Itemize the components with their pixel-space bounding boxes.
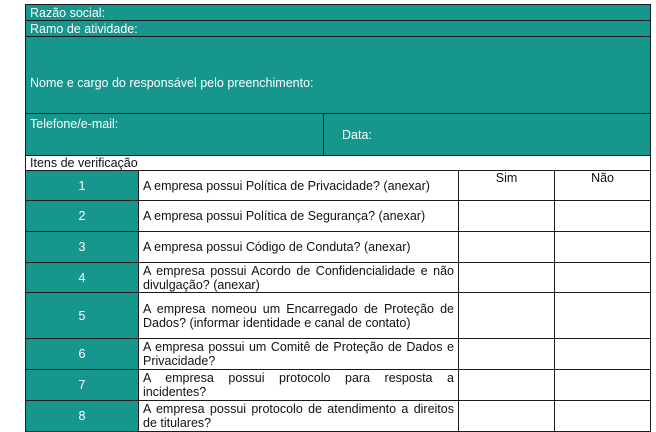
nome-cargo-field[interactable]: Nome e cargo do responsável pelo preenchimento:	[26, 37, 651, 114]
answer-sim-cell[interactable]	[459, 201, 555, 232]
telefone-data-row	[26, 114, 651, 156]
data-field[interactable]: Data:	[324, 114, 651, 156]
nome-cargo-row	[26, 37, 651, 114]
item-question: A empresa possui protocolo para resposta a incidentes?	[139, 370, 459, 401]
item-question: A empresa possui um Comitê de Proteção de Dados e Privacidade?	[139, 339, 459, 370]
answer-nao-cell[interactable]	[555, 263, 651, 293]
answer-sim-cell[interactable]	[459, 370, 555, 401]
item-number: 4	[26, 263, 139, 293]
item-number: 8	[26, 401, 139, 432]
itens-title-row	[26, 156, 651, 171]
answer-nao-header[interactable]: Não	[555, 171, 651, 201]
ramo-atividade-field[interactable]: Ramo de atividade:	[26, 21, 651, 37]
answer-nao-cell[interactable]	[555, 232, 651, 263]
answer-sim-cell[interactable]	[459, 263, 555, 293]
answer-sim-cell[interactable]	[459, 293, 555, 339]
item-number: 2	[26, 201, 139, 232]
itens-title: Itens de verificação	[26, 156, 651, 171]
answer-nao-cell[interactable]	[555, 201, 651, 232]
verification-form	[25, 4, 651, 432]
checklist-row	[26, 171, 651, 201]
razao-social-field[interactable]: Razão social:	[26, 5, 651, 21]
checklist-row	[26, 232, 651, 263]
checklist-row	[26, 201, 651, 232]
ramo-atividade-row	[26, 21, 651, 37]
item-number: 5	[26, 293, 139, 339]
answer-sim-cell[interactable]	[459, 401, 555, 432]
checklist-row	[26, 370, 651, 401]
item-number: 6	[26, 339, 139, 370]
item-question: A empresa possui Política de Privacidade? (anexar)	[139, 171, 459, 201]
item-number: 1	[26, 171, 139, 201]
item-question: A empresa possui Acordo de Confidencialidade e não divulgação? (anexar)	[139, 263, 459, 293]
item-number: 7	[26, 370, 139, 401]
answer-nao-cell[interactable]	[555, 401, 651, 432]
checklist-row	[26, 293, 651, 339]
item-number: 3	[26, 232, 139, 263]
item-question: A empresa possui protocolo de atendimento a direitos de titulares?	[139, 401, 459, 432]
answer-nao-cell[interactable]	[555, 370, 651, 401]
answer-sim-cell[interactable]	[459, 232, 555, 263]
answer-nao-cell[interactable]	[555, 293, 651, 339]
answer-nao-cell[interactable]	[555, 339, 651, 370]
checklist-row	[26, 401, 651, 432]
telefone-email-field[interactable]: Telefone/e-mail:	[26, 114, 324, 156]
item-question: A empresa nomeou um Encarregado de Proteção de Dados? (informar identidade e canal de contato)	[139, 293, 459, 339]
item-question: A empresa possui Código de Conduta? (anexar)	[139, 232, 459, 263]
answer-sim-cell[interactable]	[459, 339, 555, 370]
checklist-row	[26, 263, 651, 293]
razao-social-row	[26, 5, 651, 21]
checklist-row	[26, 339, 651, 370]
answer-sim-header[interactable]: Sim	[459, 171, 555, 201]
item-question: A empresa possui Política de Segurança? (anexar)	[139, 201, 459, 232]
